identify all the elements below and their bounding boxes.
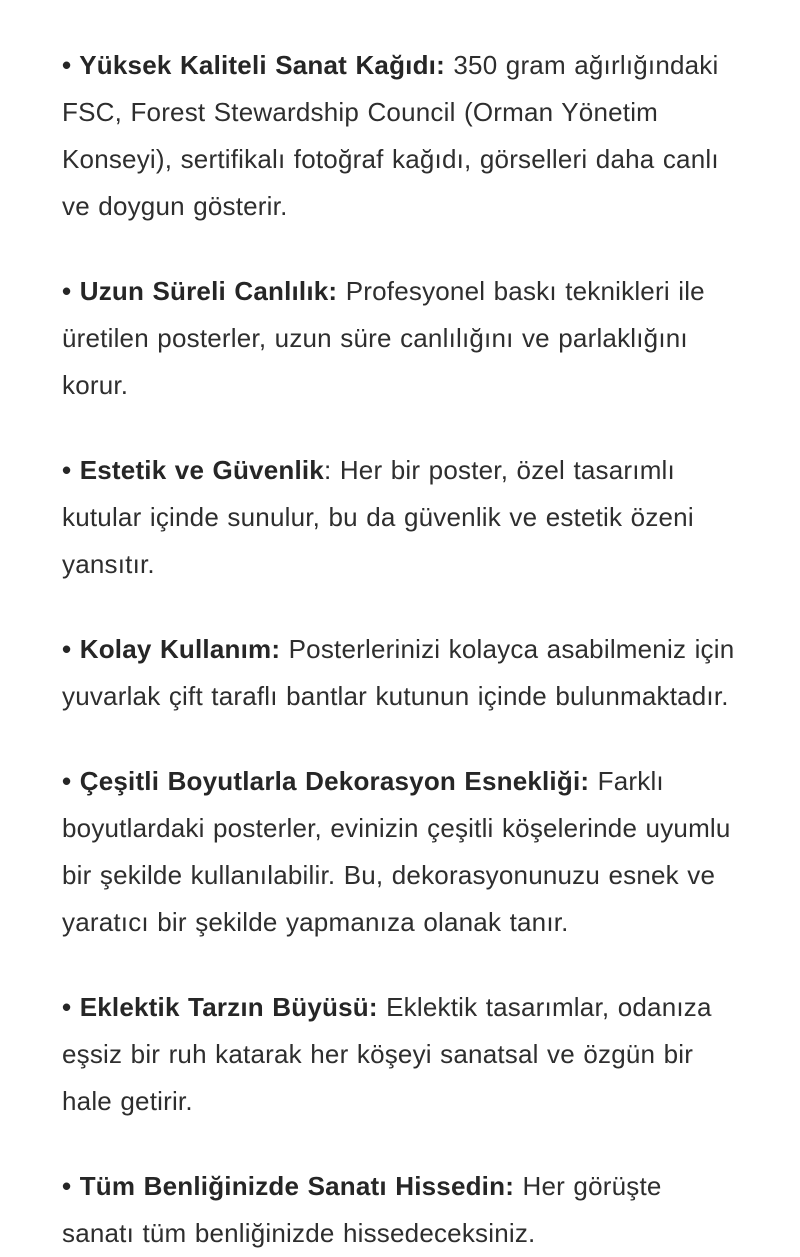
feature-text: Profesyonel baskı teknikleri ile üretilen posterler, uzun süre canlılığını ve parlaklığını korur. [62, 276, 705, 400]
feature-title: • Eklektik Tarzın Büyüsü: [62, 992, 378, 1022]
feature-title: • Çeşitli Boyutlarla Dekorasyon Esnekliği: [62, 766, 590, 796]
feature-item-feel-the-art [62, 1163, 736, 1257]
feature-text: 350 gram ağırlığındaki FSC, Forest Stewardship Council (Orman Yönetim Konseyi), sertifikalı fotoğraf kağıdı, görselleri daha canlı ve doygun gösterir. [62, 50, 719, 221]
feature-text: Her görüşte sanatı tüm benliğinizde hissedeceksiniz. [62, 1171, 662, 1248]
feature-item-art-paper [62, 42, 736, 230]
feature-text: Eklektik tasarımlar, odanıza eşsiz bir ruh katarak her köşeyi sanatsal ve özgün bir hale getirir. [62, 992, 712, 1116]
feature-item-aesthetic-security [62, 447, 736, 588]
feature-title: • Yüksek Kaliteli Sanat Kağıdı: [62, 50, 445, 80]
feature-item-size-flexibility [62, 758, 736, 946]
feature-text: : Her bir poster, özel tasarımlı kutular içinde sunulur, bu da güvenlik ve estetik özeni yansıtır. [62, 455, 694, 579]
feature-text: Farklı boyutlardaki posterler, evinizin çeşitli köşelerinde uyumlu bir şekilde kullanılabilir. Bu, dekorasyonunuzu esnek ve yaratıcı bir şekilde yapmanıza olanak tanır. [62, 766, 731, 937]
feature-title: • Uzun Süreli Canlılık: [62, 276, 338, 306]
feature-item-eclectic-style [62, 984, 736, 1125]
feature-title: • Tüm Benliğinizde Sanatı Hissedin: [62, 1171, 515, 1201]
feature-title: • Estetik ve Güvenlik [62, 455, 324, 485]
feature-text: Posterlerinizi kolayca asabilmeniz için yuvarlak çift taraflı bantlar kutunun içinde bulunmaktadır. [62, 634, 735, 711]
feature-item-easy-use [62, 626, 736, 720]
feature-item-longevity [62, 268, 736, 409]
feature-title: • Kolay Kullanım: [62, 634, 281, 664]
